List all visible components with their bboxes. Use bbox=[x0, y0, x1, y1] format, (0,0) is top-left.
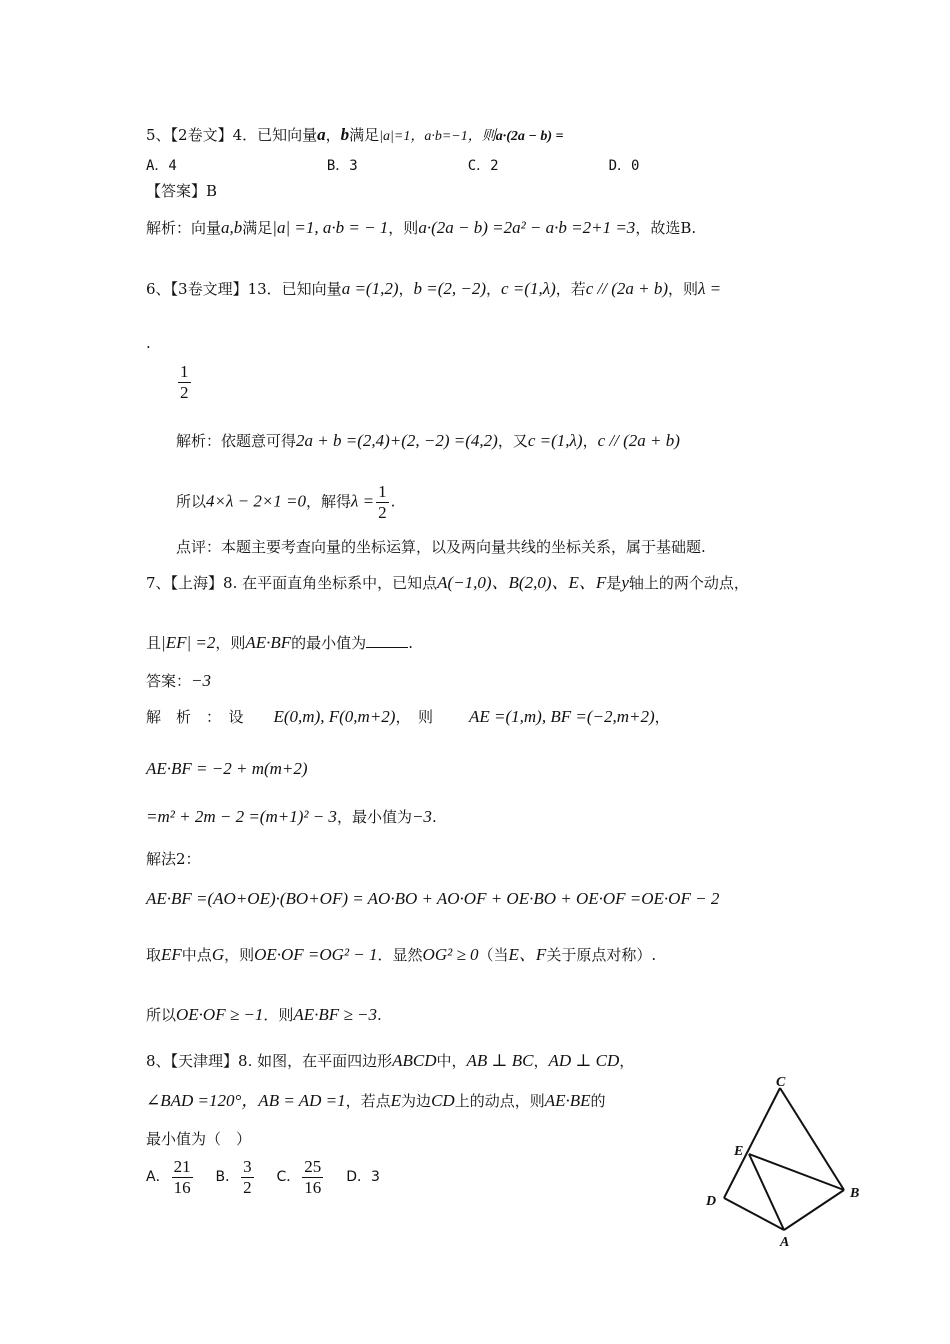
q8-option-c-label: C． bbox=[276, 1169, 301, 1185]
q8-option-c-den: 16 bbox=[304, 1177, 322, 1197]
q6-solve: ，解得 bbox=[306, 492, 352, 511]
q7-method2-line bbox=[146, 888, 719, 910]
q7-head: 7、【上海】8. 在平面直角坐标系中，已知点 bbox=[146, 574, 438, 592]
label-b: B bbox=[850, 1186, 860, 1201]
q8-option-b-label: B． bbox=[215, 1169, 240, 1185]
q6-answer-den: 2 bbox=[180, 383, 189, 402]
q8-option-c-num: 25 bbox=[304, 1156, 322, 1176]
q6-analysis-eq: 2a + b =(2,4)+(2, −2) =(4,2) bbox=[296, 431, 498, 450]
q6-so-eq: 4×λ − 2×1 =0 bbox=[206, 491, 307, 511]
q7-stem-2 bbox=[146, 632, 413, 654]
q8-de: 的 bbox=[590, 1092, 606, 1110]
q8-eq: ，AB = AD =1 bbox=[241, 1091, 346, 1110]
q7-answer-val: −3 bbox=[191, 671, 211, 690]
q8-option-a-num: 21 bbox=[173, 1156, 191, 1176]
q7-answer bbox=[146, 670, 211, 692]
q6-cond: c // (2a + b) bbox=[585, 279, 669, 298]
q7-analysis: 解 析 ： 设 E(0,m), F(0,m+2)， 则 AE =(1,m), BF =(−2,m+2)， bbox=[146, 707, 670, 726]
q7-therefore bbox=[146, 1004, 382, 1026]
q6-comment: 点评：本题主要考查向量的坐标运算，以及两向量共线的坐标关系，属于基础题. bbox=[176, 538, 706, 556]
q5-analysis-math: |a| =1, a·b = − 1 bbox=[272, 218, 389, 237]
label-c: C bbox=[776, 1075, 786, 1090]
q5-option-d: D．0 bbox=[608, 158, 640, 174]
q7-take-then: ，则 bbox=[224, 946, 255, 964]
q6-vec-a: a =(1,2) bbox=[341, 279, 399, 298]
q5-option-a: A．4 bbox=[146, 158, 177, 174]
q7-end: . bbox=[377, 1006, 382, 1024]
q6-analysis: 解析：依题意可得2a + b =(2,4)+(2, −2) =(4,2)，又c =(1,λ)，c // (2a + b) bbox=[176, 431, 680, 450]
label-e: E bbox=[734, 1144, 744, 1159]
q8-head: 8、【天津理】8. 如图，在平面四边形 bbox=[146, 1052, 393, 1070]
q7-answer-label: 答案： bbox=[146, 672, 192, 690]
q8-perp1: AB ⊥ BC bbox=[466, 1051, 534, 1070]
q5-answer: 【答案】B bbox=[146, 182, 218, 200]
q7-step2: =m² + 2m − 2 =(m+1)² − 3，最小值为−3. bbox=[146, 807, 437, 826]
q8-option-d bbox=[346, 1169, 380, 1185]
q7-on: 是 bbox=[606, 574, 622, 592]
q7-obvious: ．显然 bbox=[377, 946, 423, 964]
q6-dot: . bbox=[146, 334, 151, 352]
q5-var-a: a bbox=[317, 125, 326, 144]
q6-answer bbox=[176, 362, 193, 403]
q5-analysis-then: ，则 bbox=[388, 219, 419, 237]
q6-lambda-eq: λ = bbox=[351, 491, 375, 511]
q7-take bbox=[146, 944, 656, 966]
q5-analysis-end: ，故选B. bbox=[635, 219, 697, 237]
q6-analysis-c: c =(1,λ) bbox=[527, 431, 583, 450]
q8-if: ，若点 bbox=[345, 1092, 391, 1110]
q8-option-b bbox=[215, 1156, 255, 1197]
q7-analysis-set: E(0,m), F(0,m+2) bbox=[273, 707, 396, 726]
q6-head: 6、【3卷文理】13．已知向量 bbox=[146, 280, 342, 298]
q7-therefore-label: 所以 bbox=[146, 1006, 177, 1024]
q5-option-b: B．3 bbox=[326, 158, 358, 174]
q8-option-c bbox=[276, 1156, 326, 1197]
q7-y: y bbox=[621, 573, 629, 592]
q5-options bbox=[146, 155, 639, 177]
q8-option-c-fraction bbox=[302, 1157, 323, 1198]
q7-step1 bbox=[146, 758, 308, 780]
q7-analysis-then: ， 则 bbox=[395, 708, 433, 726]
edge-ad bbox=[724, 1198, 784, 1230]
q6-sol-den: 2 bbox=[378, 503, 387, 522]
q7-ge3: AE·BF ≥ −3 bbox=[293, 1005, 377, 1024]
q8-options bbox=[146, 1152, 380, 1202]
q6-if: ，若 bbox=[555, 280, 586, 298]
label-a: A bbox=[780, 1235, 790, 1250]
q7-min-val: −3 bbox=[411, 807, 432, 826]
q8-option-b-den: 2 bbox=[243, 1177, 252, 1197]
figure-lines bbox=[724, 1088, 844, 1230]
q7-period: . bbox=[408, 634, 413, 652]
q8-angle: ∠BAD =120° bbox=[146, 1091, 242, 1110]
q6-vec-b: b =(2, −2) bbox=[413, 279, 487, 298]
q5-stem: 5、【2卷文】4．已知向量a，b满足|a|=1，a·b=−1，则a·(2a − b) = bbox=[146, 125, 564, 144]
q5-cond: 满足 bbox=[349, 126, 380, 144]
q8-product: AE·BE bbox=[544, 1091, 591, 1110]
q6-so: 所以 bbox=[176, 492, 207, 511]
q7-then: ，则 bbox=[215, 634, 246, 652]
q8-perp2: AD ⊥ CD bbox=[548, 1051, 620, 1070]
q7-ef: 、E、F bbox=[551, 573, 607, 592]
q6-analysis-label: 解析：依题意可得 bbox=[176, 432, 297, 450]
q7-analysis-label: 解 析 ： 设 bbox=[146, 708, 244, 726]
q8-in: 中， bbox=[436, 1052, 467, 1070]
q6-solution-fraction bbox=[376, 482, 389, 523]
q5-head: 5、【2卷文】4．已知向量 bbox=[146, 126, 318, 144]
q7-analysis-vec: AE =(1,m), BF =(−2,m+2) bbox=[468, 707, 655, 726]
q6-stem: 6、【3卷文理】13．已知向量a =(1,2)，b =(2, −2)，c =(1,λ)，若c // (2a + b)，则λ = bbox=[146, 279, 722, 298]
q8-option-a-den: 16 bbox=[173, 1177, 191, 1197]
q7-method2: 解法2： bbox=[146, 850, 201, 868]
q8-comma: ， bbox=[533, 1052, 549, 1070]
q6-then: ，则 bbox=[668, 280, 699, 298]
q5-cond-eq: |a|=1，a·b=−1，则 bbox=[379, 129, 496, 144]
q7-take-ef: EF bbox=[161, 945, 182, 964]
q7-og-eq: OE·OF =OG² − 1 bbox=[254, 945, 378, 964]
q7-equality: （当 bbox=[478, 946, 509, 964]
q7-min-text: 的最小值为 bbox=[291, 634, 367, 652]
edge-dc bbox=[724, 1088, 780, 1198]
q8-moving: 上的动点，则 bbox=[454, 1092, 545, 1110]
q6-answer-num: 1 bbox=[180, 362, 189, 381]
answer-blank bbox=[366, 633, 408, 648]
q8-option-a-label: A． bbox=[146, 1169, 170, 1185]
q8-e: E bbox=[390, 1091, 402, 1110]
q5-analysis-calc: a·(2a − b) =2a² − a·b =2+1 =3 bbox=[418, 218, 636, 237]
q5-analysis bbox=[146, 217, 696, 239]
q5-var-b: b bbox=[340, 125, 350, 144]
q8-on-edge: 为边 bbox=[401, 1092, 432, 1110]
edge-cb bbox=[780, 1088, 844, 1190]
q6-vec-c: c =(1,λ) bbox=[501, 279, 556, 298]
q5-option-c: C．2 bbox=[467, 158, 499, 174]
q7-sym-text: 关于原点对称）. bbox=[546, 946, 657, 964]
quadrilateral-figure bbox=[700, 1070, 870, 1250]
q7-product: AE·BF bbox=[245, 633, 292, 652]
q6-analysis-also: ，又 bbox=[497, 432, 528, 450]
q7-step1-eq: AE·BF = −2 + m(m+2) bbox=[146, 759, 308, 778]
q7-axis: 轴上的两个动点， bbox=[628, 574, 749, 592]
q8-option-d-label: D． bbox=[346, 1169, 371, 1185]
label-d: D bbox=[706, 1194, 717, 1209]
q7-stem bbox=[146, 572, 749, 594]
q7-points: A(−1,0)、B(2,0) bbox=[437, 573, 552, 592]
q8-min: 最小值为（ ） bbox=[146, 1130, 252, 1148]
q7-ef-len: |EF| =2 bbox=[161, 633, 216, 652]
q8-option-a-fraction bbox=[172, 1157, 193, 1198]
q7-og-ge: OG² ≥ 0 bbox=[422, 945, 479, 964]
edge-ba bbox=[784, 1190, 844, 1230]
q6-sol-num: 1 bbox=[378, 482, 387, 501]
q7-and: 且 bbox=[146, 634, 162, 652]
q8-stem: 8、【天津理】8. 如图，在平面四边形ABCD中，AB ⊥ BC，AD ⊥ CD， bbox=[146, 1051, 635, 1070]
q7-mid: 中点 bbox=[181, 946, 212, 964]
q8-option-b-fraction bbox=[241, 1157, 254, 1198]
q7-g: G bbox=[211, 945, 225, 964]
q8-option-a bbox=[146, 1156, 195, 1197]
q6-ask: λ = bbox=[698, 279, 722, 298]
q7-then2: ．则 bbox=[263, 1006, 294, 1024]
q7-m2-eq: AE·BF =(AO+OE)·(BO+OF) = AO·BO + AO·OF + OE·BO + OE·OF =OE·OF − 2 bbox=[146, 889, 720, 908]
q5-expr: a·(2a − b) = bbox=[495, 129, 564, 144]
q7-ef-sym: E、F bbox=[508, 945, 547, 964]
q8-stem-2 bbox=[146, 1090, 606, 1112]
q6-analysis-par: c // (2a + b) bbox=[597, 431, 680, 450]
q6-solution: 所以4×λ − 2×1 =0，解得λ = $\frac{1}{2}$ . bbox=[176, 482, 396, 522]
q6-answer-fraction bbox=[178, 362, 191, 403]
q7-take-label: 取 bbox=[146, 946, 162, 964]
q7-min-label: ，最小值为 bbox=[336, 808, 412, 826]
q5-analysis-vars: a,b bbox=[221, 218, 243, 237]
q8-cd: CD bbox=[431, 1091, 455, 1110]
q7-step2-eq: =m² + 2m − 2 =(m+1)² − 3 bbox=[146, 807, 337, 826]
q8-option-d-val: 3 bbox=[370, 1169, 380, 1185]
q5-analysis-label: 解析：向量 bbox=[146, 219, 222, 237]
q8-option-b-num: 3 bbox=[243, 1156, 252, 1176]
q5-analysis-cond: 满足 bbox=[242, 219, 273, 237]
q8-abcd: ABCD bbox=[392, 1051, 437, 1070]
q7-ge1: OE·OF ≥ −1 bbox=[176, 1005, 264, 1024]
